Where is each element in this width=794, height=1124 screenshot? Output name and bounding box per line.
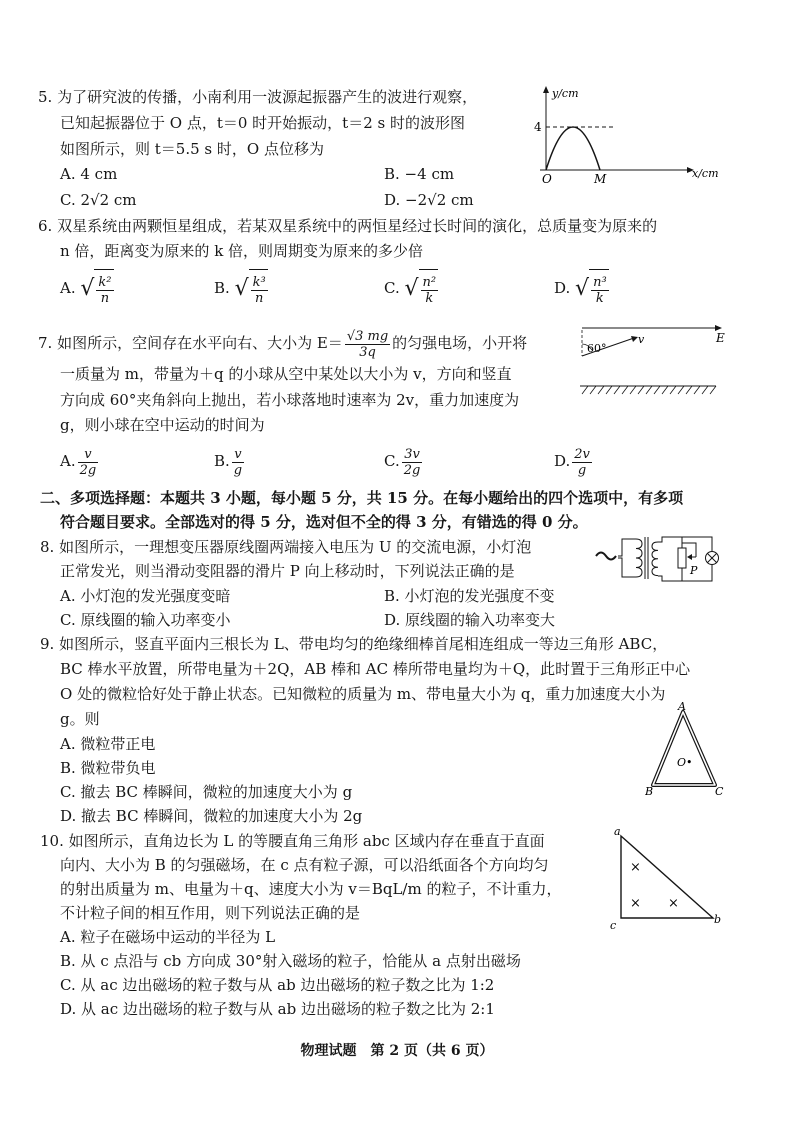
q8-line1: 8. 如图所示，一理想变压器原线圈两端接入电压为 U 的交流电源，小灯泡 xyxy=(40,538,532,556)
q7-e-label: E xyxy=(716,331,725,345)
q10-option-b: B. 从 c 点沿与 cb 方向成 30°射入磁场的粒子，恰能从 a 点射出磁场 xyxy=(60,952,521,970)
q10-field-mark: × xyxy=(668,896,679,911)
q6-line2: n 倍，距离变为原来的 k 倍，则周期变为原来的多少倍 xyxy=(60,242,424,260)
q9-option-b: B. 微粒带负电 xyxy=(60,759,156,777)
q10-field-mark: × xyxy=(630,860,641,875)
q9-label-b: B xyxy=(645,785,654,798)
q10-option-c: C. 从 ac 边出磁场的粒子数与从 ab 边出磁场的粒子数之比为 1:2 xyxy=(60,976,495,994)
q9-line4: g。则 xyxy=(60,710,100,728)
q10-label-b: b xyxy=(714,913,722,926)
q10-line2: 向内、大小为 B 的匀强磁场，在 c 点有粒子源，可以沿纸面各个方向均匀 xyxy=(60,856,549,874)
q8-option-c: C. 原线圈的输入功率变小 xyxy=(60,611,231,629)
q7-field-figure xyxy=(570,316,770,400)
q8-option-b: B. 小灯泡的发光强度不变 xyxy=(384,587,555,605)
q7-line1: 7. 如图所示，空间存在水平向右、大小为 E＝ $\frac{√3 mg}{3q}$ 的匀强电场，小开将 xyxy=(38,328,528,360)
q7-angle-label: 60° xyxy=(587,342,607,355)
section2-line2: 符合题目要求。全部选对的得 5 分，选对但不全的得 3 分，有错选的得 0 分。 xyxy=(60,513,588,531)
q5-option-a: A. 4 cm xyxy=(60,165,118,183)
q9-option-a: A. 微粒带正电 xyxy=(60,735,156,753)
q10-option-d: D. 从 ac 边出磁场的粒子数与从 ab 边出磁场的粒子数之比为 2:1 xyxy=(60,1000,495,1018)
q5-wave-graph xyxy=(530,86,730,186)
q7-line3: 方向成 60°夹角斜向上抛出，若小球落地时速率为 2v，重力加速度为 xyxy=(60,391,520,409)
q7-option-c: C. $\frac{3v}{2g}$ xyxy=(384,446,421,478)
q5-line2: 已知起振器位于 O 点，t＝0 时开始振动，t＝2 s 时的波形图 xyxy=(60,114,465,132)
q6-option-d: D. √ $\frac{\text{n³}}{k}$ xyxy=(554,268,609,310)
q5-option-d: D. −2√2 cm xyxy=(384,191,474,209)
q10-line4: 不计粒子间的相互作用，则下列说法正确的是 xyxy=(60,904,361,922)
q7-v-label: v xyxy=(638,333,645,346)
q8-transformer-figure xyxy=(592,533,742,587)
q7-option-b: B. $\frac{v}{g}$ xyxy=(214,446,243,478)
q8-option-a: A. 小灯泡的发光强度变暗 xyxy=(60,587,231,605)
q8-p-label: P xyxy=(690,564,698,577)
q9-line1: 9. 如图所示，竖直平面内三根长为 L、带电均匀的绝缘细棒首尾相连组成一等边三角形 ABC， xyxy=(40,635,668,653)
q5-m-label: M xyxy=(594,172,607,186)
q10-line1: 10. 如图所示，直角边长为 L 的等腰直角三角形 abc 区域内存在垂直于直面 xyxy=(40,832,545,850)
q7-line2: 一质量为 m，带量为＋q 的小球从空中某处以大小为 v，方向和竖直 xyxy=(60,365,512,383)
q7-line4: g，则小球在空中运动的时间为 xyxy=(60,416,265,434)
q5-line3: 如图所示，则 t＝5.5 s 时，O 点位移为 xyxy=(60,140,324,158)
q5-option-c: C. 2√2 cm xyxy=(60,191,137,209)
q8-option-d: D. 原线圈的输入功率变大 xyxy=(384,611,556,629)
q10-triangle-figure xyxy=(605,822,725,934)
q8-line2: 正常发光，则当滑动变阻器的滑片 P 向上移动时，下列说法正确的是 xyxy=(60,562,515,580)
q5-line1: 5. 为了研究波的传播，小南利用一波源起振器产生的波进行观察， xyxy=(38,88,478,106)
section2-line1: 二、多项选择题：本题共 3 小题，每小题 5 分，共 15 分。在每小题给出的四个选项中，有多项 xyxy=(40,489,684,507)
q7-option-d: D. $\frac{2v}{g}$ xyxy=(554,446,590,478)
q9-option-c: C. 撤去 BC 棒瞬间，微粒的加速度大小为 g xyxy=(60,783,353,801)
q5-origin-label: O xyxy=(542,172,552,186)
q10-label-c: c xyxy=(610,919,617,932)
q9-option-d: D. 撤去 BC 棒瞬间，微粒的加速度大小为 2g xyxy=(60,807,363,825)
q6-option-c: C. √ $\frac{\text{n²}}{k}$ xyxy=(384,268,438,310)
q10-label-a: a xyxy=(614,825,621,838)
q5-y-tick: 4 xyxy=(534,120,542,134)
q10-line3: 的射出质量为 m、电量为＋q、速度大小为 v＝BqL/m 的粒子，不计重力， xyxy=(60,880,562,898)
q10-field-mark: × xyxy=(630,896,641,911)
q5-xlabel: x/cm xyxy=(692,167,719,180)
q7-option-a: A. $\frac{v}{2g}$ xyxy=(60,446,97,478)
q5-ylabel: y/cm xyxy=(552,87,579,100)
q9-triangle-figure xyxy=(645,700,730,800)
q9-label-a: A xyxy=(678,700,686,713)
q6-option-b: B. √ $\frac{\text{k³}}{n}$ xyxy=(214,268,268,310)
q9-label-o: O• xyxy=(677,756,693,769)
page-footer: 物理试题 第 2 页（共 6 页） xyxy=(300,1043,494,1059)
q6-line1: 6. 双星系统由两颗恒星组成，若某双星系统中的两恒星经过长时间的演化，总质量变为原来的 xyxy=(38,217,658,235)
q10-option-a: A. 粒子在磁场中运动的半径为 L xyxy=(60,928,276,946)
q9-label-c: C xyxy=(715,785,724,798)
q6-option-a: A. √ $\frac{\text{k²}}{n}$ xyxy=(60,268,114,310)
q9-line2: BC 棒水平放置，所带电量为＋2Q，AB 棒和 AC 棒所带电量均为＋Q，此时置于三角形正中心 xyxy=(60,660,691,678)
q9-line3: O 处的微粒恰好处于静止状态。已知微粒的质量为 m、带电量大小为 q，重力加速度大小为 xyxy=(60,685,666,703)
q5-option-b: B. −4 cm xyxy=(384,165,455,183)
